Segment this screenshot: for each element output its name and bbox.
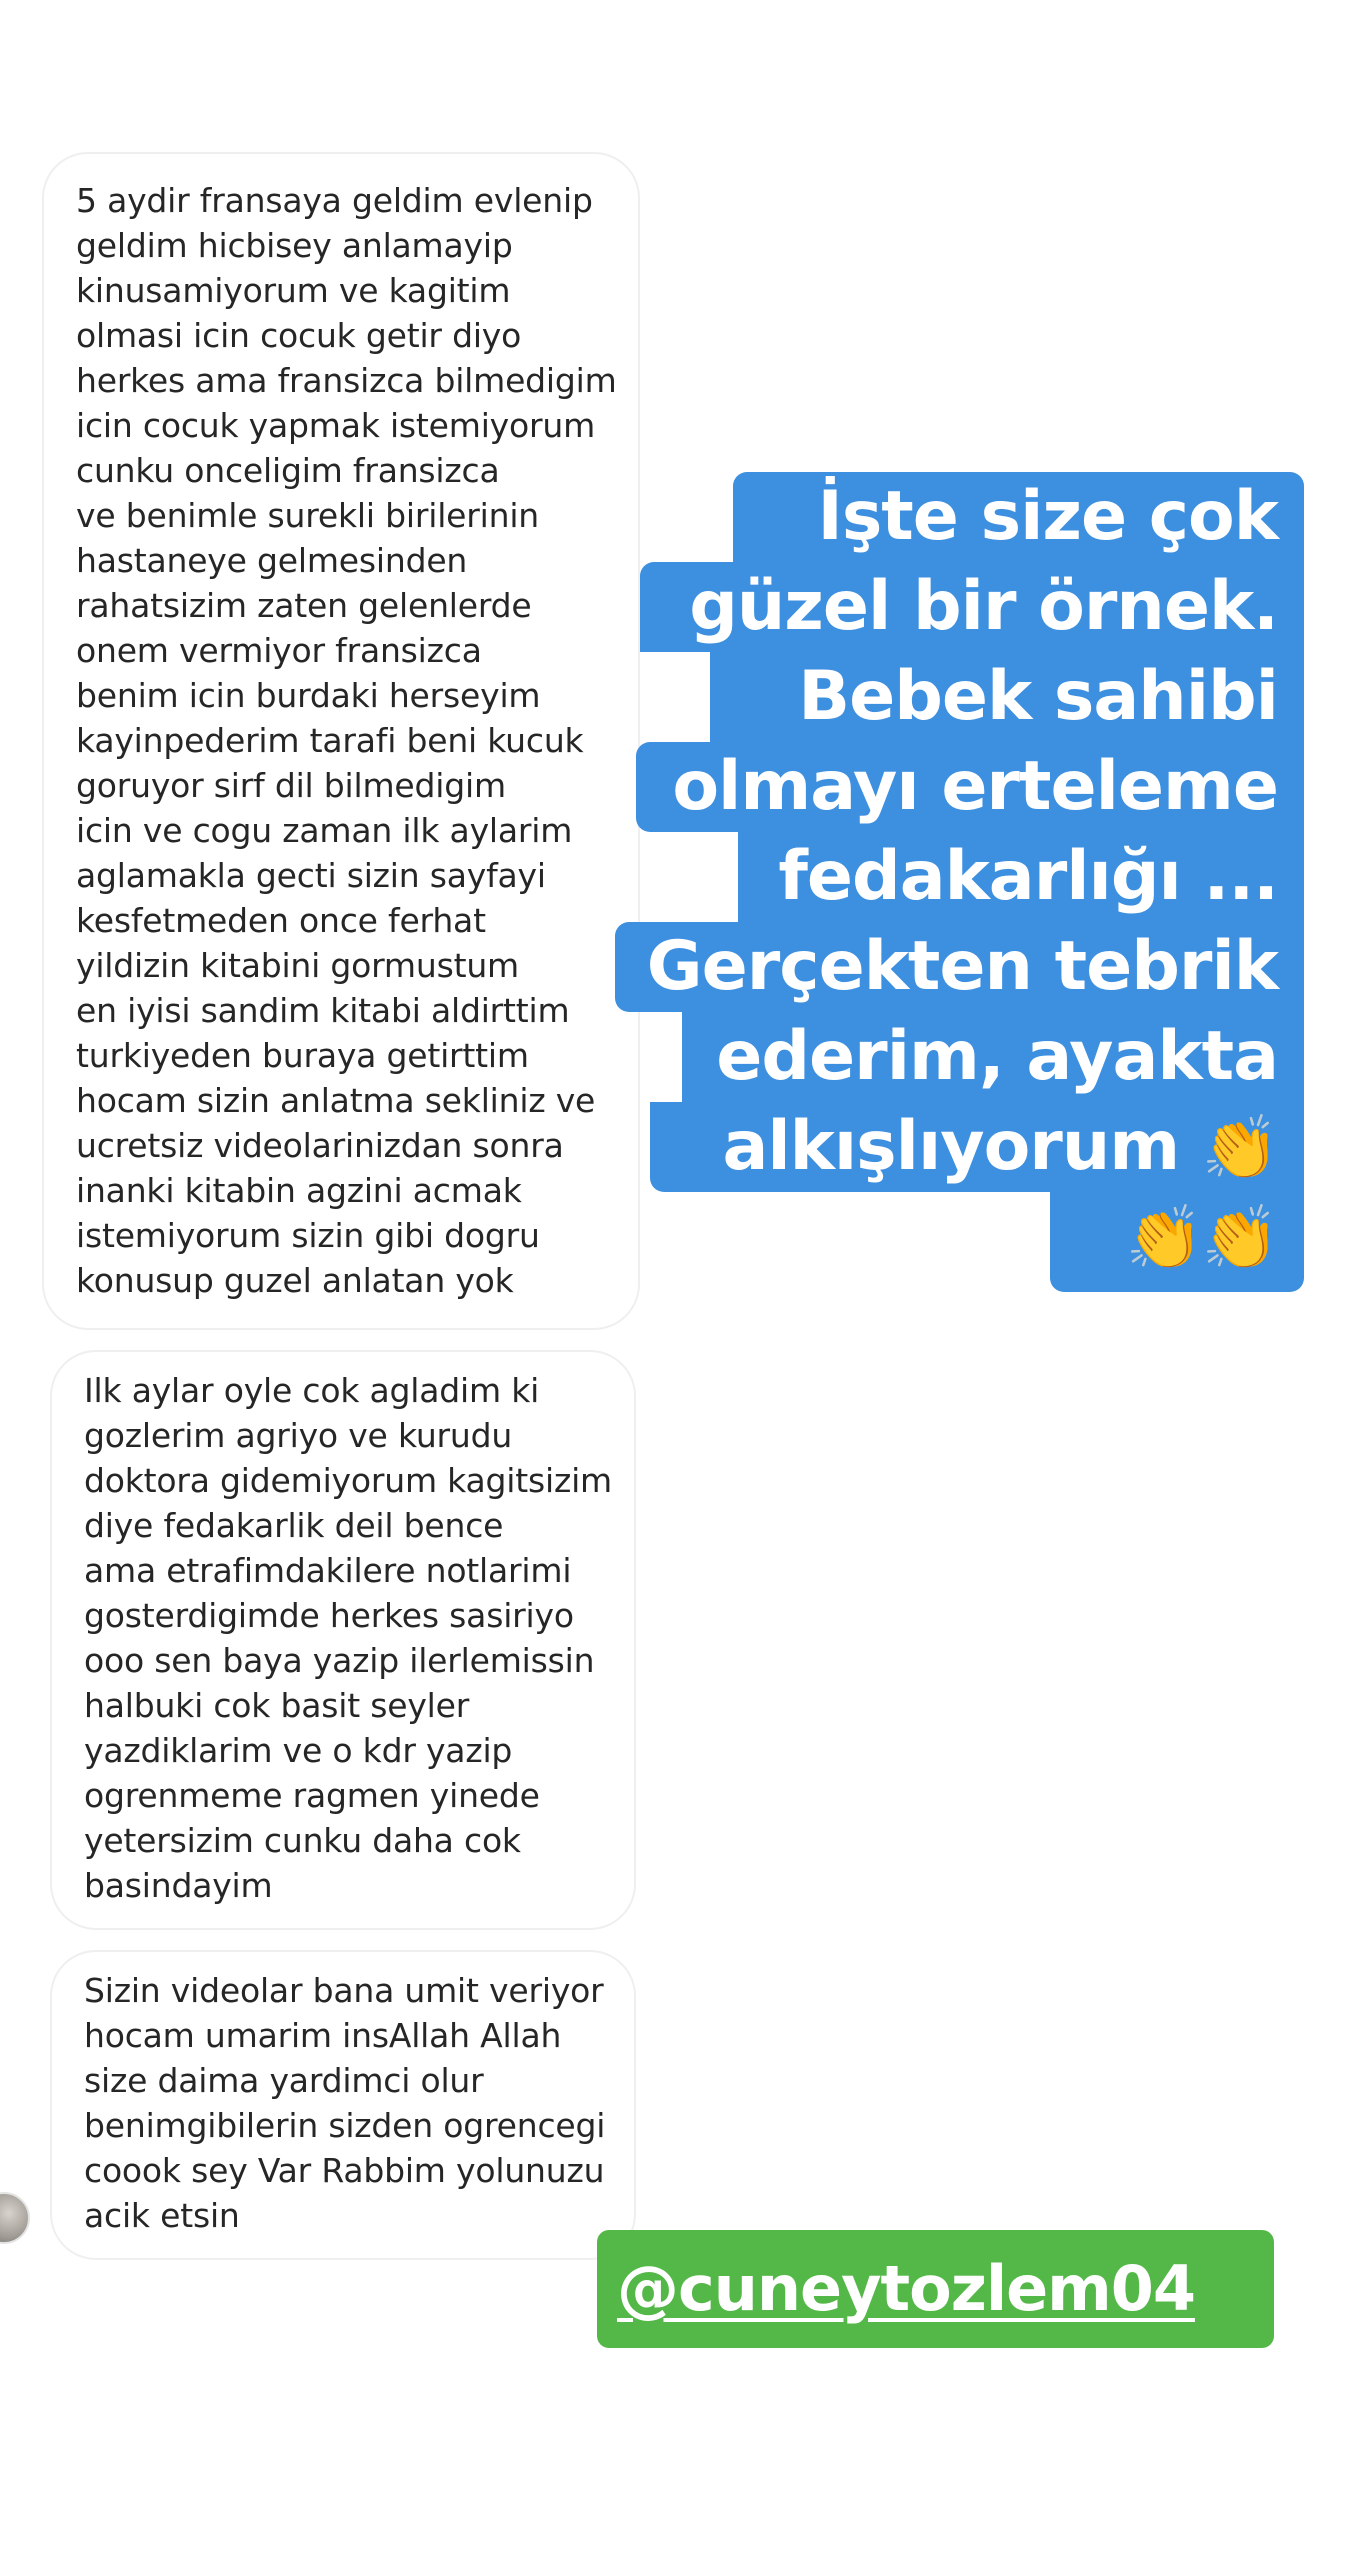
message-line: ve benimle surekli birilerinin xyxy=(76,496,540,535)
sender-avatar[interactable] xyxy=(0,2192,30,2244)
message-line: geldim hicbisey anlamayip xyxy=(76,226,513,265)
overlay-line: ederim, ayakta xyxy=(682,1012,1304,1102)
message-line: hocam umarim insAllah Allah xyxy=(84,2016,562,2055)
message-text xyxy=(84,1968,614,2238)
message-line: yildizin kitabini gormustum xyxy=(76,946,519,985)
message-bubble-2[interactable] xyxy=(50,1350,636,1930)
overlay-line: fedakarlığı ... xyxy=(738,832,1304,922)
message-bubble-3[interactable] xyxy=(50,1950,636,2260)
message-line: icin cocuk yapmak istemiyorum xyxy=(76,406,596,445)
message-line: herkes ama fransizca bilmedigim xyxy=(76,361,617,400)
mention-handle[interactable]: @cuneytozlem04 xyxy=(617,2252,1195,2325)
overlay-line: Bebek sahibi xyxy=(710,652,1304,742)
clapping-hands-icon: 👏 xyxy=(1201,1111,1278,1184)
overlay-line: olmayı erteleme xyxy=(636,742,1304,832)
message-line: olmasi icin cocuk getir diyo xyxy=(76,316,522,355)
message-line: gozlerim agriyo ve kurudu xyxy=(84,1416,513,1455)
message-line: yetersizim cunku daha cok xyxy=(84,1821,521,1860)
message-line: goruyor sirf dil bilmedigim xyxy=(76,766,506,805)
message-line: icin ve cogu zaman ilk aylarim xyxy=(76,811,573,850)
message-line: basindayim xyxy=(84,1866,273,1905)
message-line: ooo sen baya yazip ilerlemissin xyxy=(84,1641,595,1680)
message-bubble-1[interactable] xyxy=(42,152,640,1330)
message-line: benim icin burdaki herseyim xyxy=(76,676,541,715)
mention-sticker[interactable] xyxy=(597,2230,1274,2348)
message-line: onem vermiyor fransizca xyxy=(76,631,482,670)
overlay-line xyxy=(1050,1192,1304,1292)
message-line: aglamakla gecti sizin sayfayi xyxy=(76,856,546,895)
message-line: hastaneye gelmesinden xyxy=(76,541,468,580)
message-line: hocam sizin anlatma sekliniz ve xyxy=(76,1081,596,1120)
message-line: gosterdigimde herkes sasiriyo xyxy=(84,1596,574,1635)
message-line: rahatsizim zaten gelenlerde xyxy=(76,586,532,625)
message-line: kayinpederim tarafi beni kucuk xyxy=(76,721,584,760)
overlay-line: güzel bir örnek. xyxy=(640,562,1304,652)
message-line: turkiyeden buraya getirttim xyxy=(76,1036,529,1075)
message-line: halbuki cok basit seyler xyxy=(84,1686,470,1725)
message-line: kinusamiyorum ve kagitim xyxy=(76,271,511,310)
message-line: konusup guzel anlatan yok xyxy=(76,1261,514,1300)
message-line: doktora gidemiyorum kagitsizim xyxy=(84,1461,612,1500)
message-line: coook sey Var Rabbim yolunuzu xyxy=(84,2151,605,2190)
message-line: size daima yardimci olur xyxy=(84,2061,484,2100)
message-line: istemiyorum sizin gibi dogru xyxy=(76,1216,540,1255)
overlay-line: İşte size çok xyxy=(733,472,1304,562)
overlay-line: Gerçekten tebrik xyxy=(615,922,1304,1012)
clapping-hands-icon: 👏 xyxy=(1125,1201,1202,1274)
message-line: yazdiklarim ve o kdr yazip xyxy=(84,1731,513,1770)
message-line: diye fedakarlik deil bence xyxy=(84,1506,504,1545)
message-line: ogrenmeme ragmen yinede xyxy=(84,1776,540,1815)
message-line: ama etrafimdakilere notlarimi xyxy=(84,1551,572,1590)
message-line: en iyisi sandim kitabi aldirttim xyxy=(76,991,570,1030)
message-line: kesfetmeden once ferhat xyxy=(76,901,486,940)
message-line: benimgibilerin sizden ogrencegi xyxy=(84,2106,606,2145)
clapping-hands-icon: 👏 xyxy=(1201,1201,1278,1274)
message-text xyxy=(76,178,618,1303)
message-line: ucretsiz videolarinizdan sonra xyxy=(76,1126,564,1165)
message-line: 5 aydir fransaya geldim evlenip xyxy=(76,181,593,220)
message-line: acik etsin xyxy=(84,2196,240,2235)
message-line: Ilk aylar oyle cok agladim ki xyxy=(84,1371,540,1410)
overlay-line: alkışlıyorum 👏 xyxy=(650,1102,1304,1192)
message-line: Sizin videolar bana umit veriyor xyxy=(84,1971,604,2010)
message-line: inanki kitabin agzini acmak xyxy=(76,1171,522,1210)
message-line: cunku onceligim fransizca xyxy=(76,451,500,490)
message-text xyxy=(84,1368,614,1908)
